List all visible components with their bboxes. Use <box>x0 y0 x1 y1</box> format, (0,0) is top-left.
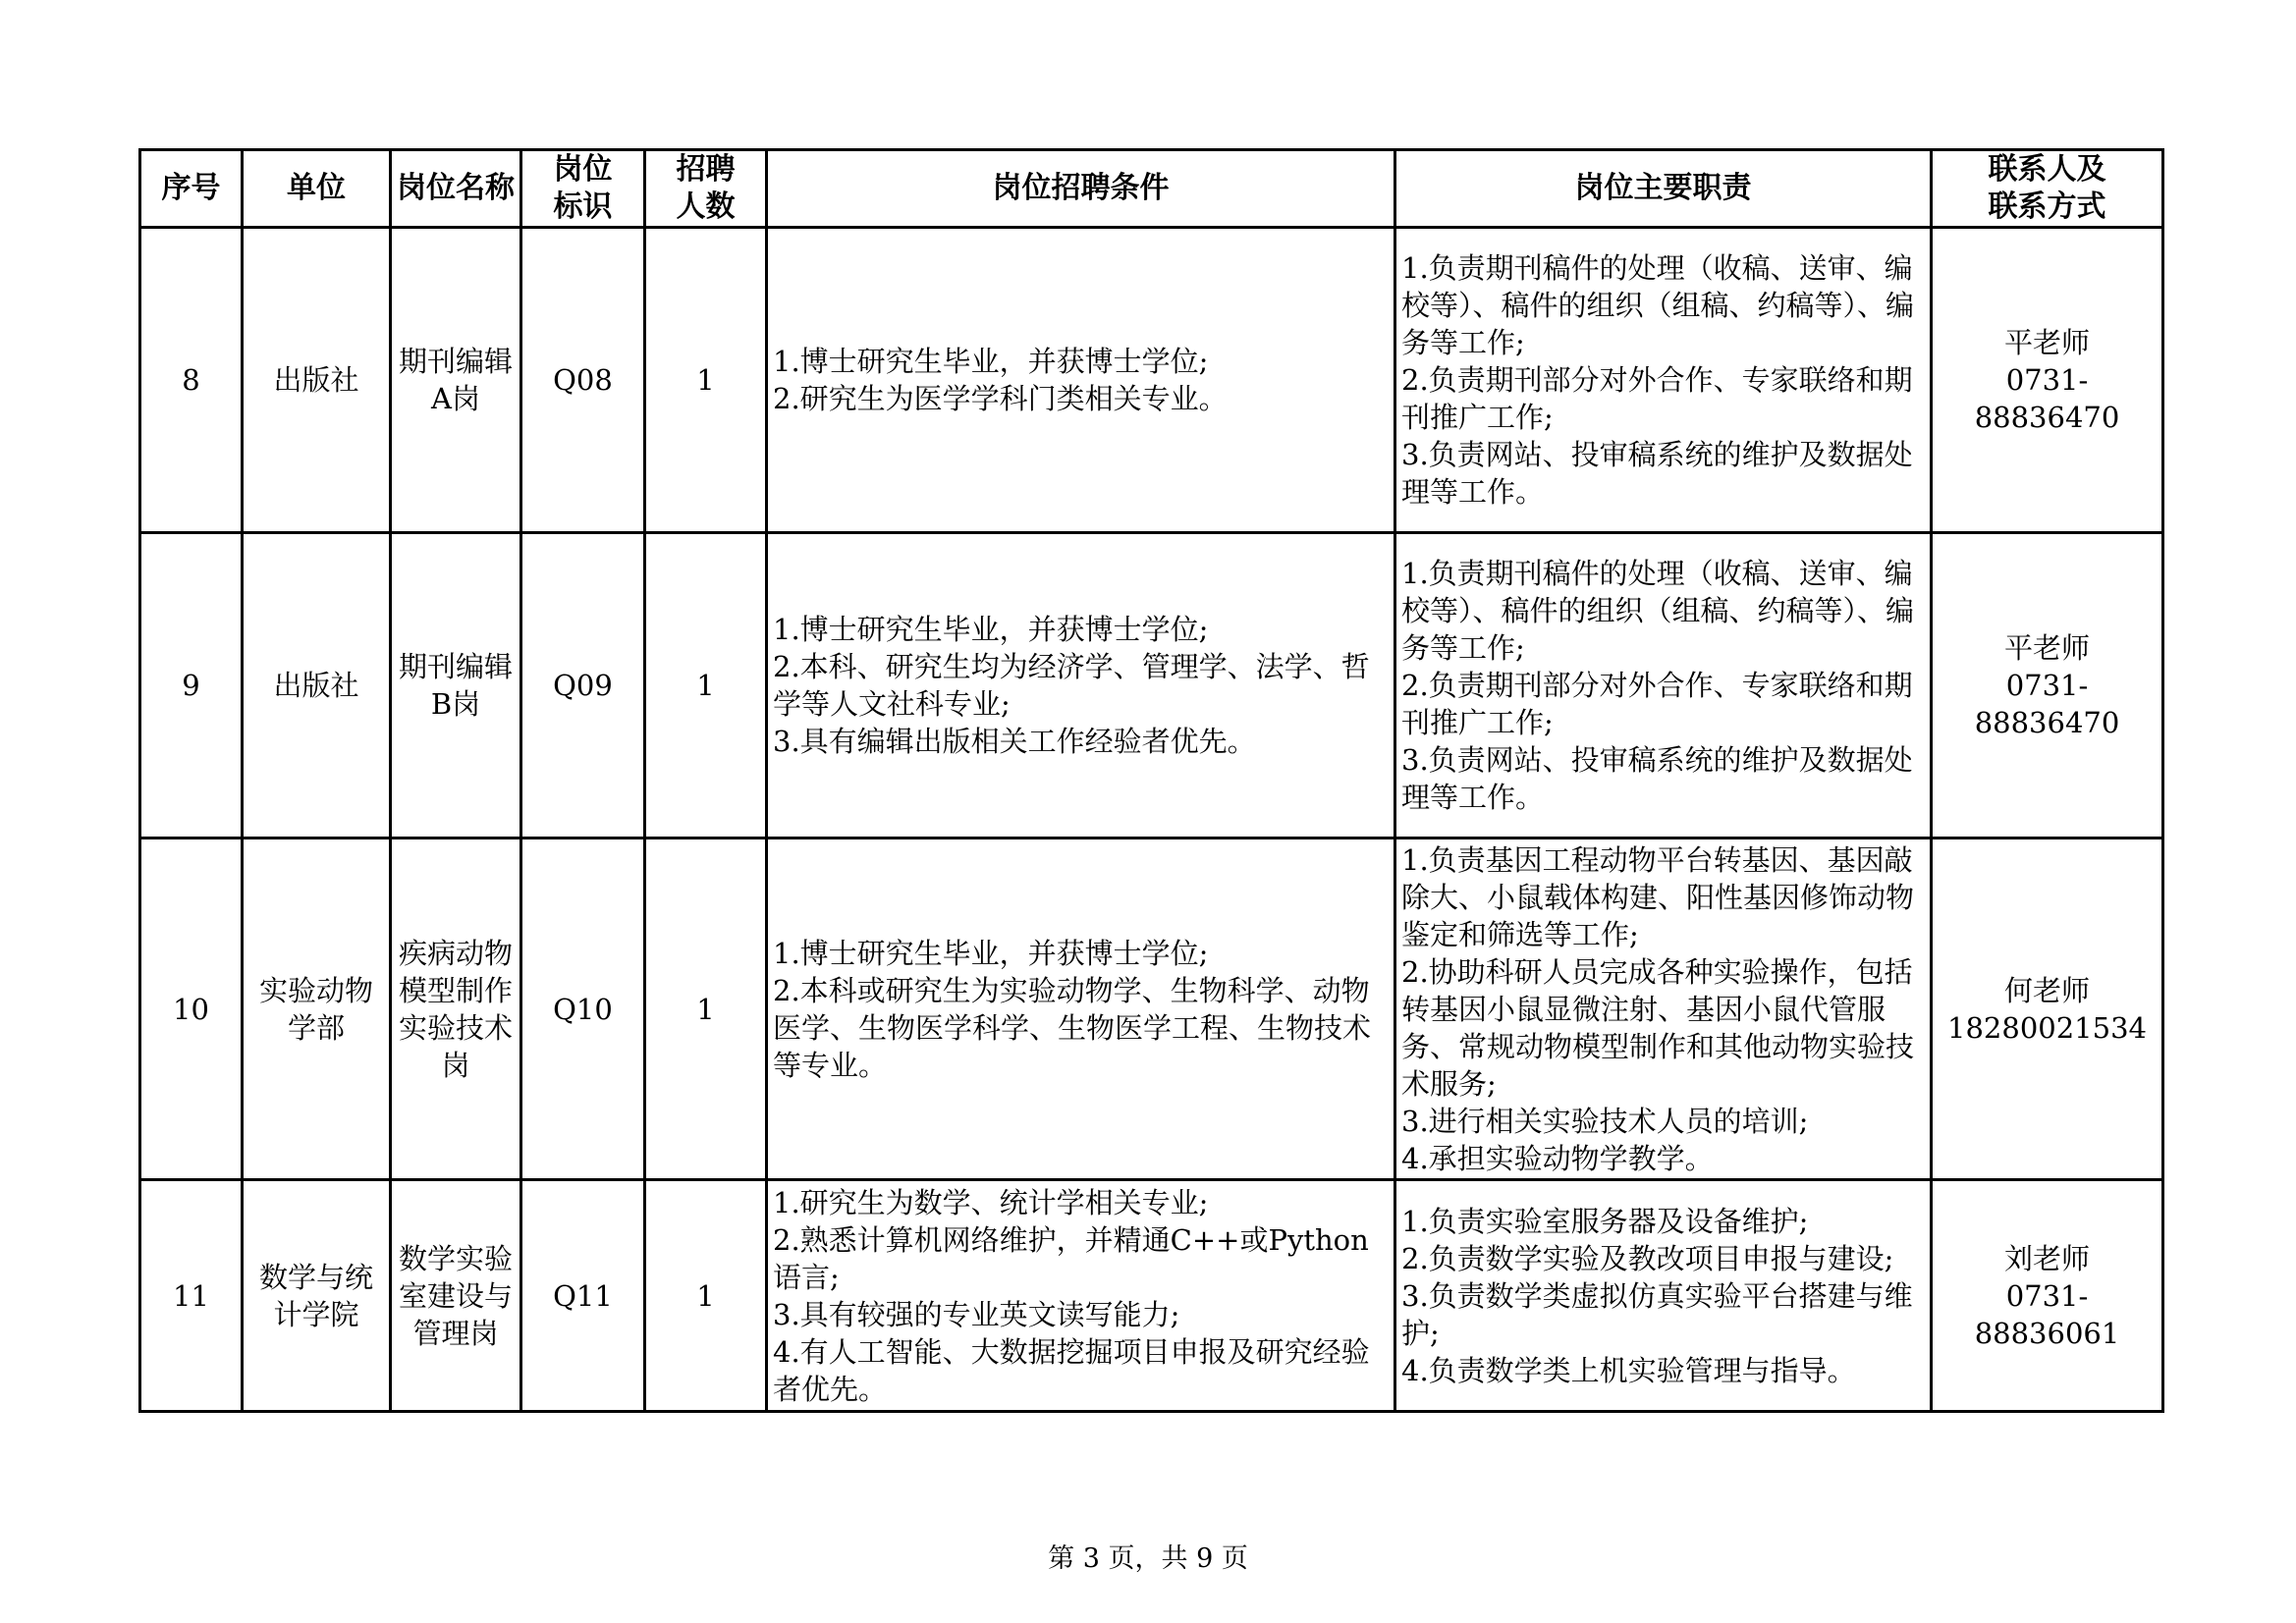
contact-name: 刘老师 <box>2003 1241 2090 1275</box>
page-number-footer: 第 3 页，共 9 页 <box>1048 1543 1248 1574</box>
requirement-item: 3.具有较强的专业英文读写能力; <box>773 1297 1180 1331</box>
requirement-item: 2.本科或研究生为实验动物学、生物科学、动物医学、生物医学科学、生物医学工程、生物技术等专业。 <box>773 973 1372 1082</box>
duty-item: 4.承担实验动物学教学。 <box>1401 1141 1714 1175</box>
requirement-item: 1.博士研究生毕业，并获博士学位; <box>773 345 1209 378</box>
contact-phone: 0731-88836470 <box>1974 669 2120 739</box>
header-post-name: 岗位名称 <box>391 150 521 228</box>
cell-seq: 8 <box>140 228 243 533</box>
contact-name: 平老师 <box>2003 326 2090 359</box>
cell-count: 1 <box>645 533 767 839</box>
requirement-item: 3.具有编辑出版相关工作经验者优先。 <box>773 725 1256 758</box>
requirement-item: 1.研究生为数学、统计学相关专业; <box>773 1185 1209 1219</box>
requirement-item: 4.有人工智能、大数据挖掘项目申报及研究经验者优先。 <box>773 1334 1370 1406</box>
header-seq: 序号 <box>140 150 243 228</box>
requirement-item: 2.研究生为医学学科门类相关专业。 <box>773 382 1228 415</box>
duty-item: 1.负责期刊稿件的处理（收稿、送审、编校等）、稿件的组织（组稿、约稿等）、编务等工作; <box>1401 251 1915 359</box>
cell-contact <box>1932 1180 2163 1412</box>
table-row <box>140 1180 2163 1412</box>
requirement-item: 2.本科、研究生均为经济学、管理学、法学、哲学等人文社科专业; <box>773 650 1370 721</box>
duty-item: 3.负责数学类虚拟仿真实验平台搭建与维护; <box>1401 1278 1913 1350</box>
cell-post-id: Q09 <box>521 533 645 839</box>
duty-item: 1.负责实验室服务器及设备维护; <box>1401 1204 1809 1238</box>
duty-item: 3.进行相关实验技术人员的培训; <box>1401 1104 1809 1138</box>
header-count <box>645 150 767 228</box>
cell-duties <box>1395 1180 1932 1412</box>
header-duties: 岗位主要职责 <box>1395 150 1932 228</box>
cell-post-id: Q08 <box>521 228 645 533</box>
cell-post-name: 期刊编辑B岗 <box>391 533 521 839</box>
cell-duties <box>1395 533 1932 839</box>
cell-count: 1 <box>645 1180 767 1412</box>
requirement-item: 1.博士研究生毕业，并获博士学位; <box>773 936 1209 970</box>
contact-name: 平老师 <box>2003 631 2090 665</box>
cell-unit: 出版社 <box>243 228 391 533</box>
cell-requirements <box>767 533 1395 839</box>
cell-duties <box>1395 839 1932 1180</box>
header-post-id-line2: 标识 <box>553 189 613 224</box>
duty-item: 2.协助科研人员完成各种实验操作，包括转基因小鼠显微注射、基因小鼠代管服务、常规动物模型制作和其他动物实验技术服务; <box>1401 954 1915 1101</box>
cell-unit: 出版社 <box>243 533 391 839</box>
cell-contact <box>1932 839 2163 1180</box>
cell-count: 1 <box>645 839 767 1180</box>
recruitment-table <box>138 148 2164 1413</box>
duty-item: 2.负责数学实验及教改项目申报与建设; <box>1401 1241 1894 1275</box>
cell-seq: 11 <box>140 1180 243 1412</box>
header-post-id-line1: 岗位 <box>553 152 613 187</box>
duty-item: 4.负责数学类上机实验管理与指导。 <box>1401 1353 1856 1387</box>
cell-contact <box>1932 228 2163 533</box>
header-requirements: 岗位招聘条件 <box>767 150 1395 228</box>
header-post-id <box>521 150 645 228</box>
header-contact <box>1932 150 2163 228</box>
cell-post-id: Q10 <box>521 839 645 1180</box>
contact-name: 何老师 <box>2003 973 2090 1007</box>
cell-requirements <box>767 1180 1395 1412</box>
header-count-line1: 招聘 <box>676 152 736 187</box>
duty-item: 1.负责期刊稿件的处理（收稿、送审、编校等）、稿件的组织（组稿、约稿等）、编务等工作; <box>1401 557 1915 665</box>
cell-requirements <box>767 839 1395 1180</box>
duty-item: 1.负责基因工程动物平台转基因、基因敲除大、小鼠载体构建、阳性基因修饰动物鉴定和筛选等工作; <box>1401 842 1915 951</box>
table-row <box>140 533 2163 839</box>
cell-seq: 10 <box>140 839 243 1180</box>
duty-item: 3.负责网站、投审稿系统的维护及数据处理等工作。 <box>1401 438 1913 509</box>
header-unit: 单位 <box>243 150 391 228</box>
cell-count: 1 <box>645 228 767 533</box>
cell-unit: 数学与统计学院 <box>243 1180 391 1412</box>
requirement-item: 2.熟悉计算机网络维护，并精通C++或Python语言; <box>773 1222 1369 1294</box>
contact-phone: 0731-88836470 <box>1974 363 2120 434</box>
cell-post-name: 数学实验室建设与管理岗 <box>391 1180 521 1412</box>
cell-seq: 9 <box>140 533 243 839</box>
table-row <box>140 228 2163 533</box>
header-contact-line1: 联系人及 <box>1988 152 2106 187</box>
cell-contact <box>1932 533 2163 839</box>
contact-phone: 0731-88836061 <box>1974 1278 2120 1350</box>
requirement-item: 1.博士研究生毕业，并获博士学位; <box>773 613 1209 646</box>
cell-post-name: 疾病动物模型制作实验技术岗 <box>391 839 521 1180</box>
cell-unit: 实验动物学部 <box>243 839 391 1180</box>
duty-item: 2.负责期刊部分对外合作、专家联络和期刊推广工作; <box>1401 363 1913 434</box>
contact-phone: 18280021534 <box>1947 1010 2147 1045</box>
duty-item: 2.负责期刊部分对外合作、专家联络和期刊推广工作; <box>1401 669 1913 739</box>
cell-duties <box>1395 228 1932 533</box>
header-count-line2: 人数 <box>676 189 736 224</box>
cell-post-id: Q11 <box>521 1180 645 1412</box>
table-row <box>140 839 2163 1180</box>
cell-post-name: 期刊编辑A岗 <box>391 228 521 533</box>
header-contact-line2: 联系方式 <box>1988 189 2106 224</box>
duty-item: 3.负责网站、投审稿系统的维护及数据处理等工作。 <box>1401 743 1913 814</box>
cell-requirements <box>767 228 1395 533</box>
table-header-row <box>140 150 2163 228</box>
